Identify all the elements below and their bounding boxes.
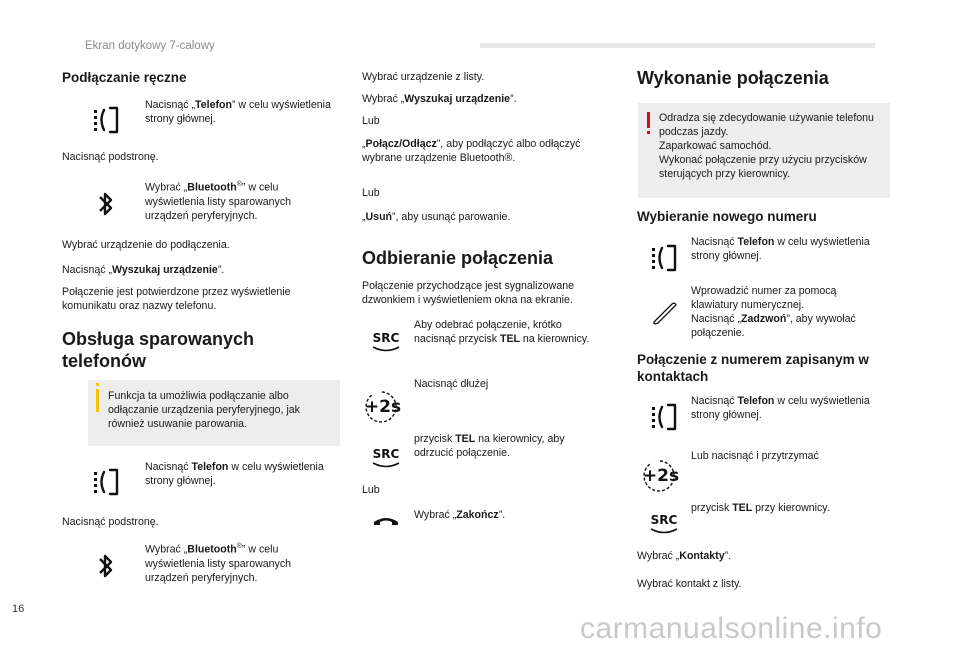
warning-note-text: Odradza się zdecydowanie używanie telefonu podczas jazdy. Zaparkować samochód. Wykonać połączenie przy użyciu przycisków sterujących przy kierownicy. xyxy=(659,112,874,180)
text-select-contact: Wybrać kontakt z listy. xyxy=(637,578,742,590)
warning-note xyxy=(638,103,890,198)
bluetooth-icon xyxy=(86,546,126,586)
text-incoming-call: Połączenie przychodzące jest sygnalizowane dzwonkiem i wyświetleniem okna na ekranie. xyxy=(362,280,574,306)
text-subpage-2: Nacisnąć podstronę. xyxy=(62,516,159,528)
info-note xyxy=(88,380,340,446)
text-confirmation: Połączenie jest potwierdzone przez wyświetlenie komunikatu oraz nazwy telefonu. xyxy=(62,286,291,312)
text-connect-disconnect: „Połącz/Odłącz”, aby podłączyć albo odłączyć wybrane urządzenie Bluetooth®. xyxy=(362,138,581,164)
step-phone-home-2: Nacisnąć Telefon w celu wyświetlenia strony głównej. xyxy=(145,461,324,487)
text-search-device-2: Wybrać „Wyszukaj urządzenie”. xyxy=(362,93,517,105)
text-select-contacts: Wybrać „Kontakty”. xyxy=(637,550,732,562)
phone-icon xyxy=(86,100,126,140)
svg-text:+2s: +2s xyxy=(642,466,680,486)
bluetooth-icon xyxy=(86,184,126,224)
step-end-call: Wybrać „Zakończ”. xyxy=(414,509,506,521)
step-press-hold: Lub nacisnąć i przytrzymać xyxy=(691,450,819,462)
plus-2s-icon xyxy=(360,386,406,426)
step-answer-tel: Aby odebrać połączenie, krótko nacisnąć przycisk TEL na kierownicy. xyxy=(414,319,590,345)
text-subpage: Nacisnąć podstronę. xyxy=(62,151,159,163)
phone-icon xyxy=(644,238,684,278)
heading-manual-connection: Podłączanie ręczne xyxy=(62,70,187,85)
step-enter-number: Wprowadzić numer za pomocą klawiatury numerycznej. Nacisnąć „Zadzwoń”, aby wywołać połączenie. xyxy=(691,285,856,339)
text-or: Lub xyxy=(362,115,380,127)
info-icon xyxy=(96,389,99,412)
text-select-from-list: Wybrać urządzenie z listy. xyxy=(362,71,485,83)
text-or-2: Lub xyxy=(362,187,380,199)
warning-icon xyxy=(647,112,650,128)
phone-icon xyxy=(644,397,684,437)
watermark: carmanualsonline.info xyxy=(580,612,883,645)
section-header: Ekran dotykowy 7-calowy xyxy=(85,40,215,52)
svg-text:+2s: +2s xyxy=(364,397,402,417)
hang-up-icon xyxy=(366,500,406,540)
step-tel-button: przycisk TEL przy kierownicy. xyxy=(691,502,830,514)
stylus-icon xyxy=(644,292,684,332)
step-press-longer: Nacisnąć dłużej xyxy=(414,378,489,390)
info-note-text: Funkcja ta umożliwia podłączanie albo odłączanie urządzenia peryferyjnego, jak również usuwanie parowania. xyxy=(108,390,300,430)
heading-make-call: Wykonanie połączenia xyxy=(637,68,829,88)
phone-icon xyxy=(86,462,126,502)
step-reject-call: przycisk TEL na kierownicy, aby odrzucić połączenie. xyxy=(414,433,565,459)
heading-paired-phones: Obsługa sparowanych telefonów xyxy=(62,329,255,371)
step-phone-home-3: Nacisnąć Telefon w celu wyświetlenia strony głównej. xyxy=(691,236,870,262)
text-search-device: Nacisnąć „Wyszukaj urządzenie”. xyxy=(62,264,225,276)
plus-2s-icon xyxy=(638,455,684,495)
src-button-icon: SRC xyxy=(644,504,684,544)
text-select-device: Wybrać urządzenie do podłączenia. xyxy=(62,239,230,251)
heading-dial-new-number: Wybieranie nowego numeru xyxy=(637,209,817,224)
heading-answer-call: Odbieranie połączenia xyxy=(362,248,554,268)
step-bluetooth-list-2: Wybrać „Bluetooth®” w celu wyświetlenia listy sparowanych urządzeń peryferyjnych. xyxy=(145,543,292,584)
src-button-icon: SRC xyxy=(366,438,406,478)
step-bluetooth-list: Wybrać „Bluetooth®” w celu wyświetlenia listy sparowanych urządzeń peryferyjnych. xyxy=(145,181,292,222)
step-phone-home-4: Nacisnąć Telefon w celu wyświetlenia strony głównej. xyxy=(691,395,870,421)
text-or-3: Lub xyxy=(362,484,380,496)
text-delete-pairing: „Usuń”, aby usunąć parowanie. xyxy=(362,211,511,223)
step-phone-home: Nacisnąć „Telefon” w celu wyświetlenia strony głównej. xyxy=(145,99,331,125)
heading-call-contact: Połączenie z numerem zapisanym w kontaktach xyxy=(637,352,869,384)
page-number: 16 xyxy=(12,603,25,615)
header-rule xyxy=(480,43,875,48)
src-button-icon: SRC xyxy=(366,322,406,362)
